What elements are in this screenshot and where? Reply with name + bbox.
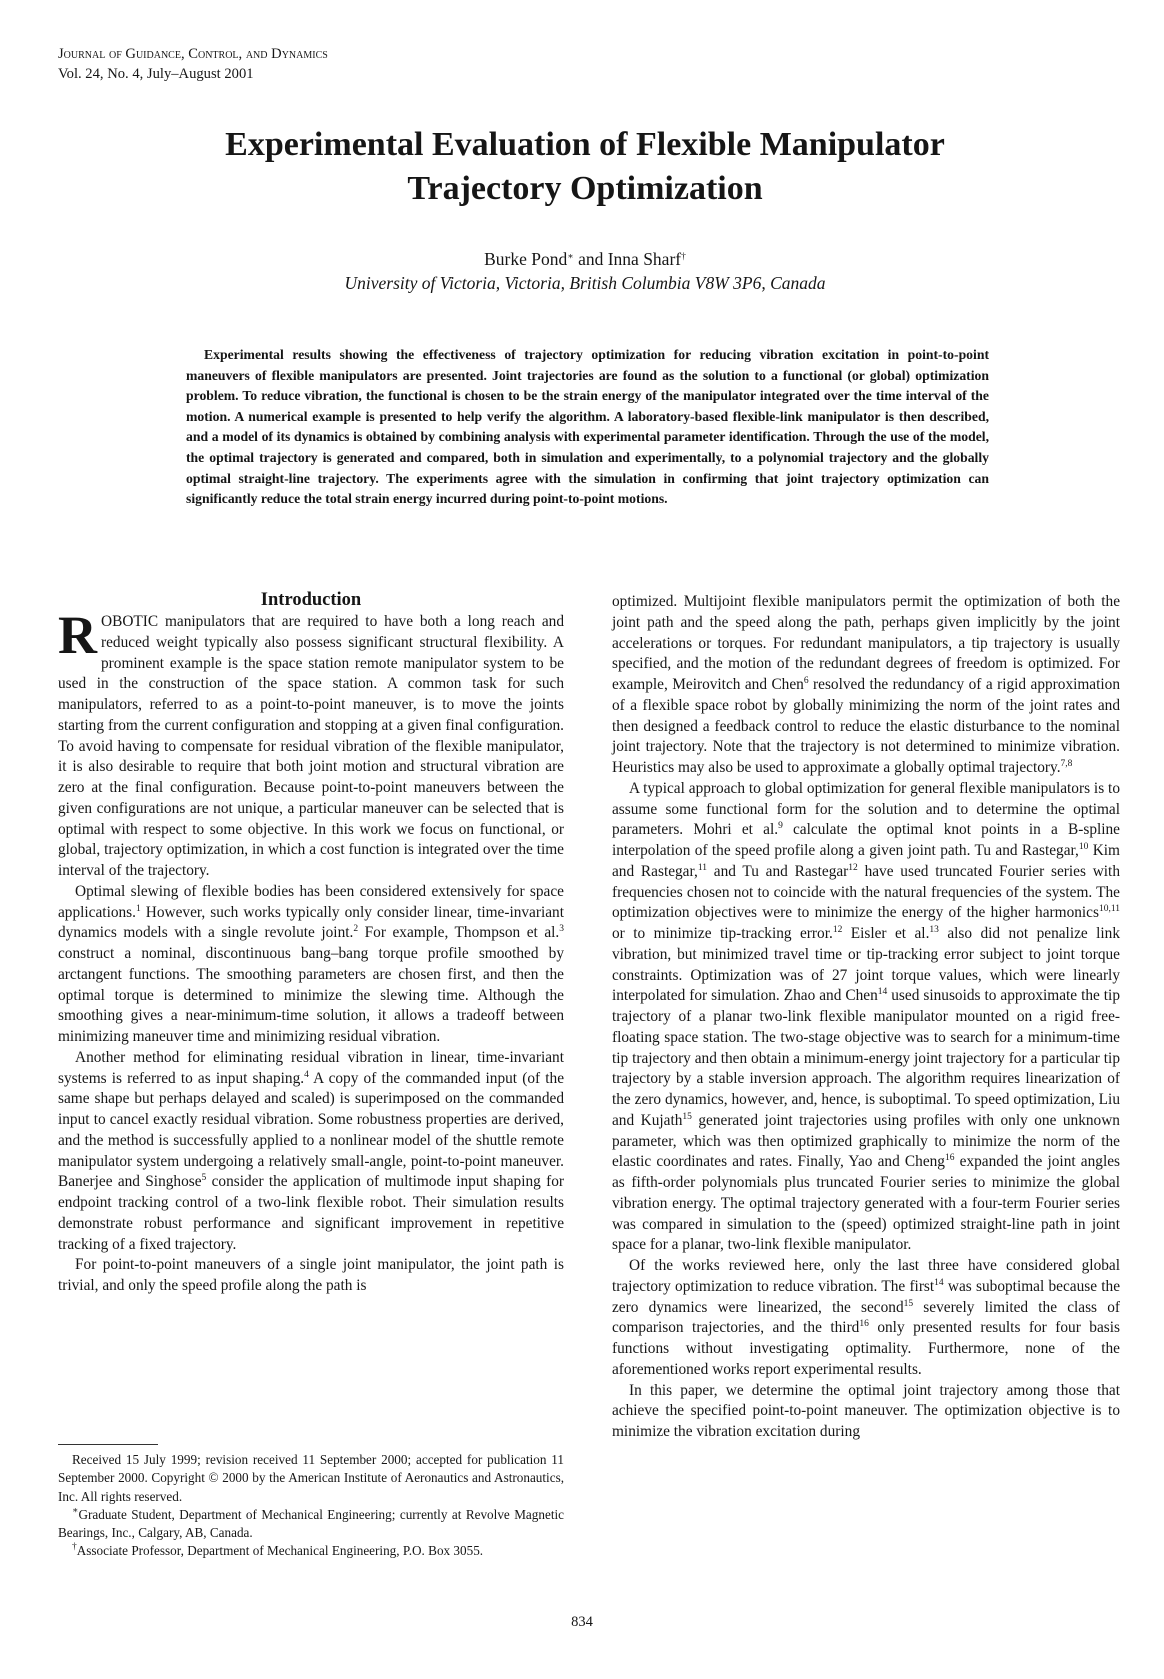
left-column <box>58 588 564 1297</box>
footnote-author-1: ∗Graduate Student, Department of Mechanical Engineering; currently at Revolve Magnetic Bearings, Inc., Calgary, AB, Canada. <box>58 1505 564 1541</box>
citation: 13 <box>929 925 939 935</box>
citation: 6 <box>803 676 809 686</box>
author-2: Inna Sharf <box>607 249 682 269</box>
paragraph: Another method for eliminating residual vibration in linear, time-invariant systems is referred to as input shaping.$^4$ A copy of the commanded input (of the same shape but perhaps delayed and scaled) is superimposed on the commanded input to cancel exactly residual vibration. Some robustness properties are derived, and the method is successfully applied to a nonlinear model of the shuttle remote manipulator system undergoing a relatively small-angle, point-to-point maneuver. Banerjee and Singhose$^5$ consider the application of multimode input shaping for endpoint tracking control of a two-link flexible robot. Their simulation results demonstrate robust performance and significant improvement in repetitive tracking of a fixed trajectory. <box>58 1048 565 1253</box>
footnote-author-2: †Associate Professor, Department of Mechanical Engineering, P.O. Box 3055. <box>72 1542 484 1559</box>
citation: 10,11 <box>1098 904 1120 915</box>
volume-info: Vol. 24, No. 4, July–August 2001 <box>58 66 254 82</box>
section-heading-introduction: Introduction <box>260 590 362 610</box>
citation: 14 <box>877 987 888 998</box>
citation: 1 <box>135 903 141 914</box>
paragraph: Optimal slewing of flexible bodies has been considered extensively for space applications.$^1$ However, such works typically only consider linear, time-invariant dynamics models with a single revolute joint.$^2$ For example, Thompson et al.$^3$ construct a nominal, discontinuous bang–bang torque profile smoothed by arctangent functions. The smoothing parameters are chosen first, and then the optimal torque is determined to minimize the slewing time. Although the smoothing gives a near-minimum-time solution, it allows a tradeoff between minimizing maneuver time and minimizing residual vibration. <box>58 882 564 1045</box>
right-column <box>612 592 1120 1443</box>
paragraph: ROBOTIC manipulators that are required to have both a long reach and reduced weight typically also possess significant structural flexibility. A prominent example is the space station remote manipulator system to be used in the construction of the space station. A common task for such manipulators, referred to as a point-to-point maneuver, is to move the joints starting from the current configuration and stopping at a given final configuration. To avoid having to compensate for residual vibration of the flexible manipulator, it is also desirable to require that both joint motion and structural vibration are zero at the final configuration. Because point-to-point maneuvers between the given configurations are not unique, a particular maneuver can be selected that is optimal with respect to some objective. In this work we focus on functional, or global, trajectory optimization, in which a cost function is integrated over the time interval of the trajectory. <box>58 605 564 879</box>
citation: 16 <box>944 1153 955 1164</box>
page-number: 834 <box>571 1614 593 1630</box>
paragraph: Of the works reviewed here, only the last three have considered global trajectory optimization to reduce vibration. The first$^{14}$ was suboptimal because the zero dynamics were linearized, the second$^{15}$ severely limited the class of comparison trajectories, and the third$^{16}$ only presented results for four basis functions without investigating optimality. Furthermore, none of the aforementioned works report experimental results. <box>612 1257 1121 1378</box>
drop-cap: R <box>58 605 97 665</box>
author-1: Burke Pond <box>484 249 568 269</box>
paragraph: optimized. Multijoint flexible manipulators permit the optimization of both the joint path and the speed along the path, perhaps given implicitly by the joint accelerations or torques. For redundant manipulators, a tip trajectory is usually specified, and the motion of the redundant degrees of freedom is optimized. For example, Meirovitch and Chen$^6$ resolved the redundancy of a rigid approximation of a flexible space robot by globally minimizing the norm of the joint rates and then designed a feedback control to reduce the elastic disturbance to the nominal joint trajectory. Note that the trajectory is not determined to minimize vibration. Heuristics may also be used to approximate a globally optimal trajectory.$^{7,8}$ <box>612 593 1120 776</box>
citation: 7,8 <box>1060 759 1073 769</box>
abstract: Experimental results showing the effectiveness of trajectory optimization for reducing vibration excitation in point-to-point maneuvers of flexible manipulators are presented. Joint trajectories are found as the solution to a functional (or global) optimization problem. To reduce vibration, the functional is chosen to be the strain energy of the manipulator integrated over the time interval of the motion. A numerical example is presented to help verify the algorithm. A laboratory-based flexible-link manipulator is then described, and a model of its dynamics is obtained by combining analysis with experimental parameter identification. Through the use of the model, the optimal trajectory is generated and compared, both in simulation and experimentally, to a polynomial trajectory and the globally optimal straight-line trajectory. The experiments agree with the simulation in confirming that joint trajectory optimization can significantly reduce the total strain energy incurred during point-to-point motions. <box>186 347 989 507</box>
citation: 11 <box>697 862 707 873</box>
paragraph: A typical approach to global optimization for general flexible manipulators is to assume some functional form for the solution and to determine the optimal parameters. Mohri et al.$^9$ calculate the optimal knot points in a B-spline interpolation of the speed profile along a given joint path. Tu and Rastegar,$^{10}$ Kim and Rastegar,$^{11}$ and Tu and Rastegar$^{12}$ have used truncated Fourier series with frequencies chosen not to coincide with the natural frequencies of the system. The optimization objectives were to minimize the energy of the higher harmonics$^{10,11}$ or to minimize tip-tracking error.$^{12}$ Eisler et al.$^{13}$ also did not penalize link vibration, but minimized travel time or tip-tracking error subject to joint torque constraints. Optimization was of 27 joint torque values, which were linearly interpolated for simulation. Zhao and Chen$^{14}$ used sinusoids to approximate the tip trajectory of a planar two-link flexible manipulator mounted on a rigid free-floating space station. The two-stage objective was to search for a minimum-time tip trajectory and then obtain a minimum-energy joint trajectory for a particular tip trajectory by a stable inversion approach. The algorithm requires linearization of the zero dynamics, however, and, hence, is suboptimal. To speed optimization, Liu and Kujath$^{15}$ generated joint trajectories using profiles with only one unknown parameter, which was then optimized graphically to minimize the norm of the elastic coordinates and rates. Finally, Yao and Cheng$^{16}$ expanded the joint angles as fifth-order polynomials plus truncated Fourier series to minimize the global vibration energy. The optimal trajectory generated with a four-term Fourier series was compared in simulation to the (speed) optimized straight-line path in joint space for a planar, two-link flexible manipulator. <box>612 779 1121 1254</box>
footnotes <box>58 1451 564 1561</box>
author-2-mark: † <box>681 252 686 262</box>
citation: 3 <box>559 924 564 935</box>
citation: 9 <box>778 821 783 832</box>
paragraph: For point-to-point maneuvers of a single joint manipulator, the joint path is trivial, and only the speed profile along the path is <box>58 1256 564 1294</box>
citation: 10 <box>1078 842 1089 852</box>
footnote-rule <box>58 1444 158 1445</box>
journal-name: Journal of Guidance, Control, and Dynamics <box>58 46 328 62</box>
paragraph: In this paper, we determine the optimal joint trajectory among those that achieve the specified point-to-point maneuver. The optimization objective is to minimize the vibration excitation during <box>612 1381 1120 1440</box>
footnote-received: Received 15 July 1999; revision received 11 September 2000; accepted for publication 11 September 2000. Copyright © 2000 by the American Institute of Aeronautics and Astronautics, Inc. All rights reserved. <box>58 1452 564 1504</box>
citation: 15 <box>903 1298 914 1309</box>
citation: 12 <box>848 862 858 873</box>
journal-header <box>58 44 328 84</box>
article-title: Experimental Evaluation of Flexible Manipulator Trajectory Optimization <box>225 126 945 207</box>
citation: 2 <box>353 924 359 935</box>
author-joiner: and <box>573 249 608 269</box>
author-1-mark: ∗ <box>567 252 574 262</box>
citation: 15 <box>682 1111 692 1122</box>
affiliation: University of Victoria, Victoria, British Columbia V8W 3P6, Canada <box>344 273 826 293</box>
lead-word: OBOTIC <box>101 613 159 630</box>
citation: 16 <box>859 1319 869 1330</box>
citation: 4 <box>304 1069 309 1080</box>
author-line <box>150 248 1020 271</box>
citation: 12 <box>832 925 843 935</box>
citation: 5 <box>201 1173 207 1184</box>
citation: 14 <box>934 1277 944 1288</box>
